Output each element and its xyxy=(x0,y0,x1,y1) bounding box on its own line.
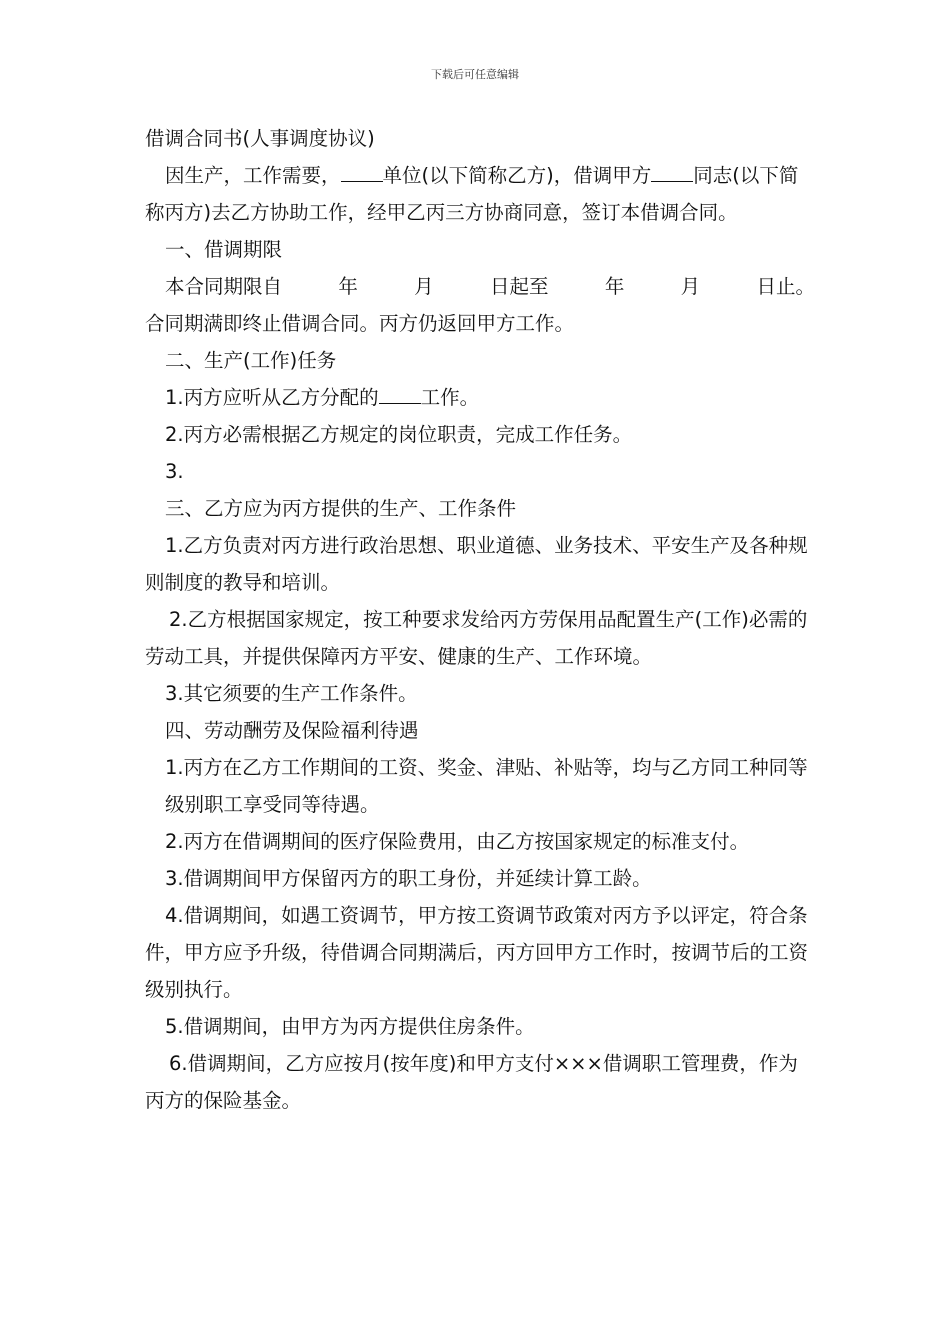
blank-person xyxy=(651,163,693,182)
term-part: 年 xyxy=(338,275,358,298)
term-part: 日止。 xyxy=(756,275,815,298)
section-4-item-5: 5.借调期间，由甲方为丙方提供住房条件。 xyxy=(165,1015,535,1038)
term-part: 本合同期限自 xyxy=(165,275,283,298)
blank-unit xyxy=(341,163,383,182)
section-2-title: 二、生产(工作)任务 xyxy=(165,349,337,372)
section-3-item-2: 2.乙方根据国家规定，按工种要求发给丙方劳保用品配置生产(工作)必需的劳动工具，并提供保障丙方平安、健康的生产、工作环境。 xyxy=(145,608,808,668)
section-1-title: 一、借调期限 xyxy=(165,238,283,261)
term-line xyxy=(145,268,815,305)
section-4-item-4: 4.借调期间，如遇工资调节，甲方按工资调节政策对丙方予以评定，符合条件，甲方应予升级，待借调合同期满后，丙方回甲方工作时，按调节后的工资级别执行。 xyxy=(145,904,809,1001)
document-body xyxy=(145,120,815,1119)
document-title: 借调合同书(人事调度协议) xyxy=(145,127,375,150)
page-header: 下载后可任意编辑 xyxy=(431,68,519,81)
term-part: 年 xyxy=(604,275,625,298)
section-2-item-3: 3. xyxy=(165,460,184,483)
section-3-item-3: 3.其它须要的生产工作条件。 xyxy=(165,682,418,705)
term-part: 日起至 xyxy=(489,275,549,298)
section-3-item-1: 1.乙方负责对丙方进行政治思想、职业道德、业务技术、平安生产及各种规则制度的教导和培训。 xyxy=(145,534,808,594)
section-4-item-2: 2.丙方在借调期间的医疗保险费用，由乙方按国家规定的标准支付。 xyxy=(165,830,750,853)
intro-paragraph xyxy=(145,157,815,231)
section-4-title: 四、劳动酬劳及保险福利待遇 xyxy=(165,719,419,742)
section-3-title: 三、乙方应为丙方提供的生产、工作条件 xyxy=(165,497,517,520)
term-part: 月 xyxy=(414,275,434,298)
item-text: 1.丙方应听从乙方分配的 xyxy=(165,386,379,409)
section-4-item-1a: 1.丙方在乙方工作期间的工资、奖金、津贴、补贴等，均与乙方同工种同等 xyxy=(165,756,808,779)
term-part: 月 xyxy=(680,275,701,298)
intro-text-b: 单位(以下简称乙方)，借调甲方 xyxy=(382,164,652,187)
intro-text-a: 因生产，工作需要， xyxy=(165,164,341,187)
section-4-item-6: 6.借调期间，乙方应按月(按年度)和甲方支付×××借调职工管理费，作为丙方的保险基金。 xyxy=(145,1052,798,1112)
blank-work xyxy=(379,385,421,404)
section-2-item-1 xyxy=(145,379,815,416)
section-1-text: 合同期满即终止借调合同。丙方仍返回甲方工作。 xyxy=(145,312,575,335)
section-4-item-3: 3.借调期间甲方保留丙方的职工身份，并延续计算工龄。 xyxy=(165,867,652,890)
item-text: 工作。 xyxy=(420,386,480,409)
intro-text-c: 同志(以下简称丙方)去乙方协助工作，经甲乙丙三方协商同意，签订本借调合同。 xyxy=(145,164,799,224)
section-2-item-2: 2.丙方必需根据乙方规定的岗位职责，完成工作任务。 xyxy=(165,423,633,446)
section-4-item-1b: 级别职工享受同等待遇。 xyxy=(165,793,380,816)
